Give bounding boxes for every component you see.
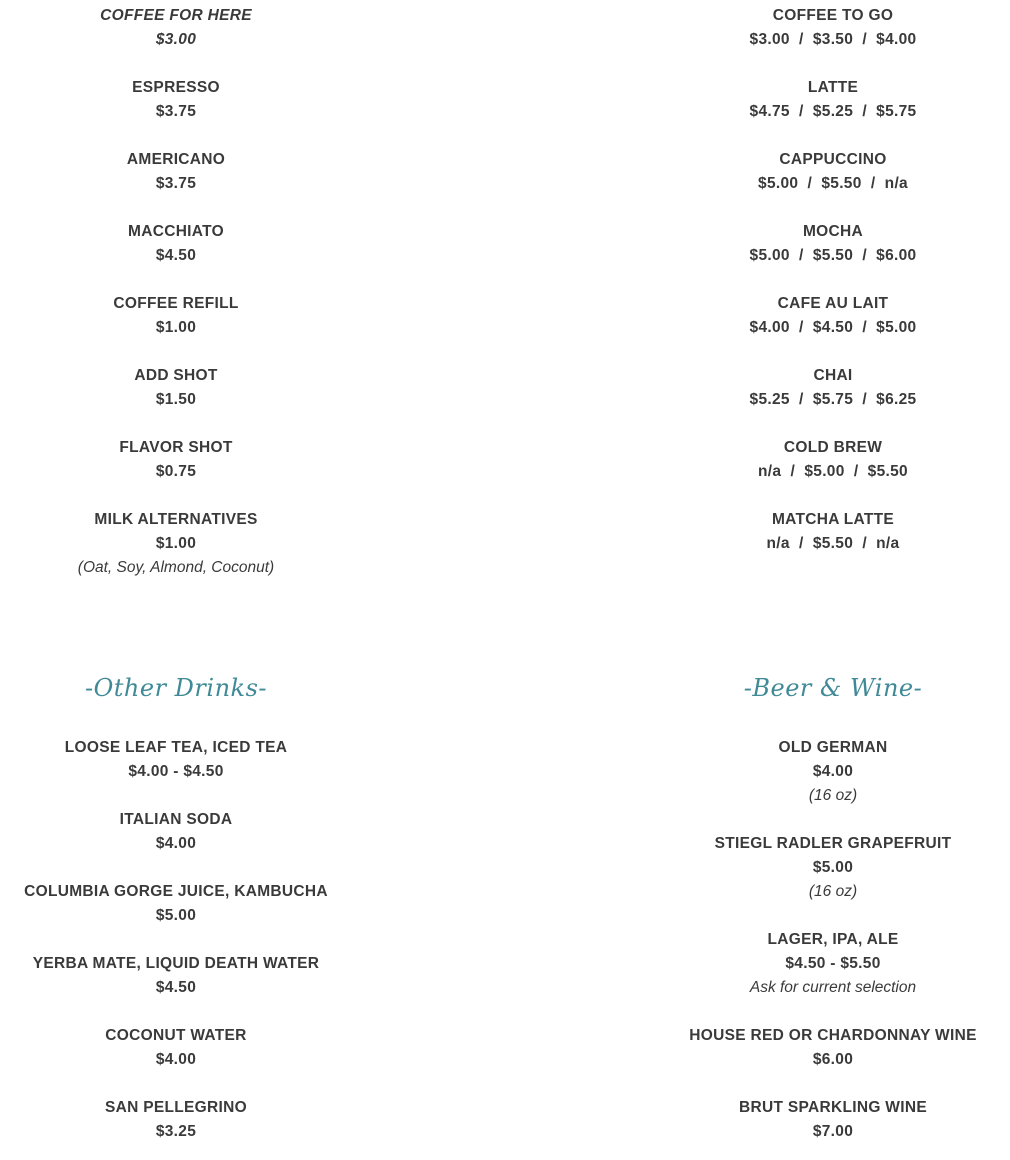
menu-item-note: Ask for current selection: [749, 979, 917, 996]
menu-item: [0, 4, 352, 76]
menu-item: [656, 508, 1010, 556]
menu-item-price: $5.00: [812, 859, 854, 876]
coffee-to-go-column: [656, 4, 1010, 556]
item-spacer: [656, 268, 1010, 292]
menu-item-name: ADD SHOT: [134, 367, 218, 384]
menu-item-name: MACCHIATO: [128, 223, 224, 240]
menu-item-name: YERBA MATE, LIQUID DEATH WATER: [32, 955, 320, 972]
menu-item-name: HOUSE RED OR CHARDONNAY WINE: [689, 1027, 977, 1044]
menu-item: [656, 364, 1010, 436]
menu-item: [0, 76, 352, 148]
menu-item-name: COLD BREW: [783, 439, 883, 456]
menu-item-price: $4.00 / $4.50 / $5.00: [749, 319, 917, 336]
menu-item-price: $4.00: [155, 835, 197, 852]
menu-item-name: COFFEE REFILL: [113, 295, 239, 312]
menu-item-name: AMERICANO: [126, 151, 226, 168]
menu-item: [0, 808, 352, 880]
item-spacer: [656, 124, 1010, 148]
beer-wine-title: -Beer & Wine-: [743, 674, 923, 702]
menu-item-name: CHAI: [813, 367, 853, 384]
menu-item-name: MATCHA LATTE: [771, 511, 895, 528]
menu-item-name: LOOSE LEAF TEA, ICED TEA: [64, 739, 288, 756]
menu-item-price: $5.00 / $5.50 / n/a: [758, 175, 908, 192]
menu-item: [0, 220, 352, 292]
item-spacer: [0, 928, 352, 952]
menu-item-price: $3.75: [155, 103, 197, 120]
menu-item-note: (16 oz): [808, 787, 858, 804]
menu-item: [656, 832, 1010, 928]
menu-item-name: COFFEE TO GO: [772, 7, 894, 24]
menu-item: [0, 880, 352, 952]
menu-item: [0, 1096, 352, 1144]
menu-item-price: $4.00: [155, 1051, 197, 1068]
menu-item-price: n/a / $5.00 / $5.50: [758, 463, 908, 480]
menu-item-note: (Oat, Soy, Almond, Coconut): [77, 559, 275, 576]
item-spacer: [0, 856, 352, 880]
menu-item-price: $1.00: [155, 535, 197, 552]
menu-item-name: COLUMBIA GORGE JUICE, KAMBUCHA: [24, 883, 328, 900]
menu-item-price: $4.50 - $5.50: [785, 955, 881, 972]
menu-item-price: $4.50: [155, 979, 197, 996]
item-spacer: [656, 52, 1010, 76]
menu-item-price: $1.00: [155, 319, 197, 336]
menu-item: [0, 436, 352, 508]
menu-item: [0, 952, 352, 1024]
menu-item: [656, 148, 1010, 220]
menu-item-name: BRUT SPARKLING WINE: [739, 1099, 927, 1116]
menu-item-name: ITALIAN SODA: [119, 811, 233, 828]
menu-item-note: (16 oz): [808, 883, 858, 900]
item-spacer: [656, 904, 1010, 928]
menu-item-name: MOCHA: [802, 223, 864, 240]
menu-item: [656, 220, 1010, 292]
item-spacer: [0, 784, 352, 808]
item-spacer: [0, 52, 352, 76]
menu-item-price: $3.75: [155, 175, 197, 192]
menu-item-name: LAGER, IPA, ALE: [767, 931, 899, 948]
menu-item: [656, 76, 1010, 148]
menu-item: [0, 508, 352, 580]
item-spacer: [656, 1000, 1010, 1024]
menu-item-name: LATTE: [807, 79, 859, 96]
item-spacer: [0, 124, 352, 148]
menu-item: [656, 1096, 1010, 1144]
menu-item-name: COFFEE FOR HERE: [100, 7, 252, 24]
menu-item-name: ESPRESSO: [132, 79, 220, 96]
menu-item-price: $4.00 - $4.50: [128, 763, 224, 780]
menu-item-price: $5.00: [155, 907, 197, 924]
menu-item-name: MILK ALTERNATIVES: [94, 511, 258, 528]
item-spacer: [0, 412, 352, 436]
menu-item-price: n/a / $5.50 / n/a: [766, 535, 900, 552]
item-spacer: [0, 1072, 352, 1096]
menu-item-price: $3.25: [155, 1123, 197, 1140]
coffee-for-here-column: [0, 4, 352, 580]
menu-item: [0, 736, 352, 808]
menu-item-price: $5.00 / $5.50 / $6.00: [749, 247, 917, 264]
menu-item-price: $4.50: [155, 247, 197, 264]
menu-item: [656, 1024, 1010, 1096]
menu-item-name: OLD GERMAN: [778, 739, 888, 756]
item-spacer: [656, 1072, 1010, 1096]
menu-item: [656, 436, 1010, 508]
menu-item-price: $0.75: [155, 463, 197, 480]
menu-item-price: $4.00: [812, 763, 854, 780]
menu-item: [656, 292, 1010, 364]
menu-item-price: $3.00: [155, 31, 197, 48]
menu-item-name: SAN PELLEGRINO: [105, 1099, 247, 1116]
menu-item-name: STIEGL RADLER GRAPEFRUIT: [714, 835, 952, 852]
item-spacer: [0, 268, 352, 292]
menu-item-name: CAPPUCCINO: [779, 151, 887, 168]
menu-item-price: $3.00 / $3.50 / $4.00: [749, 31, 917, 48]
other-drinks-title: -Other Drinks-: [84, 674, 267, 702]
menu-item-price: $5.25 / $5.75 / $6.25: [749, 391, 917, 408]
menu-item: [0, 148, 352, 220]
menu-item-name: COCONUT WATER: [105, 1027, 247, 1044]
menu-item-name: FLAVOR SHOT: [119, 439, 233, 456]
menu-item: [0, 292, 352, 364]
item-spacer: [0, 1000, 352, 1024]
menu-item-price: $4.75 / $5.25 / $5.75: [749, 103, 917, 120]
item-spacer: [656, 808, 1010, 832]
menu-item-price: $7.00: [812, 1123, 854, 1140]
menu-item-price: $6.00: [812, 1051, 854, 1068]
item-spacer: [0, 196, 352, 220]
item-spacer: [656, 412, 1010, 436]
item-spacer: [0, 484, 352, 508]
menu-item-price: $1.50: [155, 391, 197, 408]
item-spacer: [656, 196, 1010, 220]
other-drinks-column: [0, 670, 352, 1144]
beer-wine-column: [656, 670, 1010, 1144]
item-spacer: [0, 340, 352, 364]
item-spacer: [656, 340, 1010, 364]
menu-item-name: CAFE AU LAIT: [777, 295, 889, 312]
menu-item: [656, 4, 1010, 76]
menu-item: [656, 928, 1010, 1024]
item-spacer: [656, 484, 1010, 508]
menu-item: [0, 364, 352, 436]
menu-item: [0, 1024, 352, 1096]
menu-item: [656, 736, 1010, 832]
